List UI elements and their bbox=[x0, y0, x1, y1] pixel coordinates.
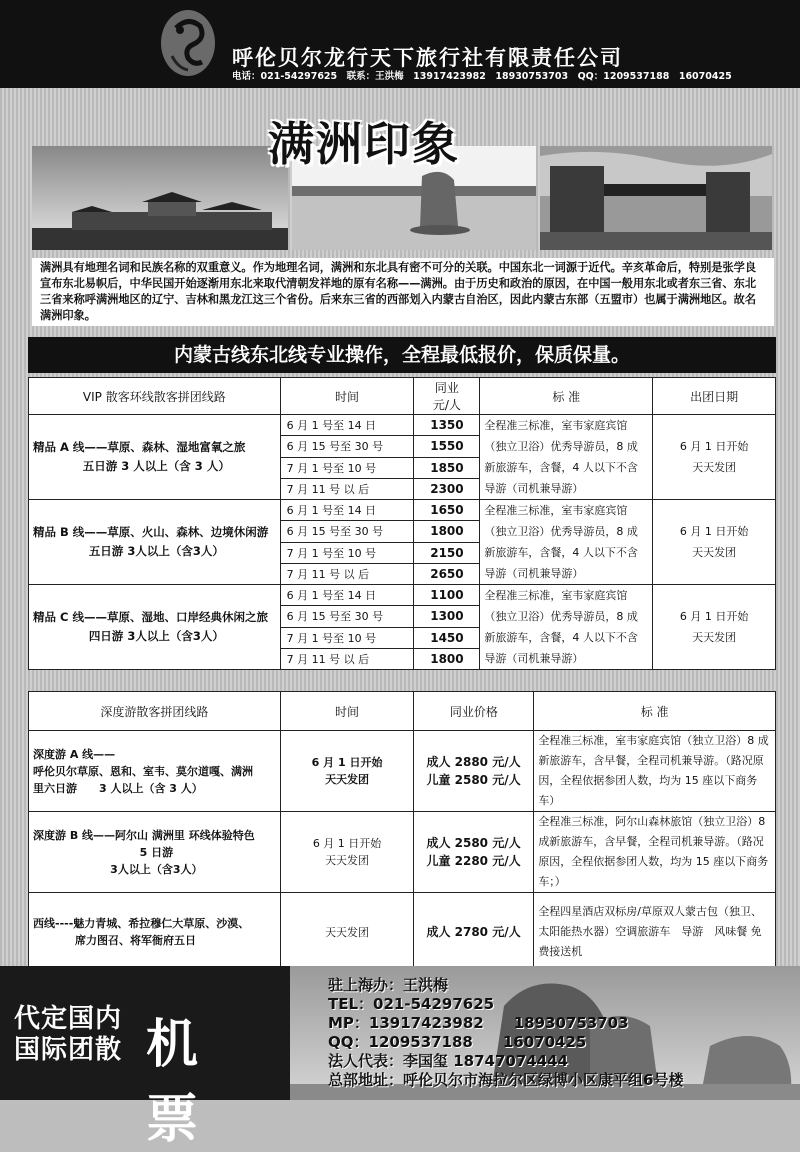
price-cell: 1300 bbox=[414, 606, 480, 627]
date-range: 7 月 1 号至 10 号 bbox=[280, 457, 414, 478]
price-cell: 1800 bbox=[414, 521, 480, 542]
price-cell: 成人 2580 元/人 儿童 2280 元/人 bbox=[414, 812, 534, 893]
col-standard-header: 标 准 bbox=[534, 692, 776, 731]
col-departure-header: 出团日期 bbox=[653, 378, 776, 415]
table-row bbox=[29, 585, 776, 606]
date-range: 6 月 15 号至 30 号 bbox=[280, 521, 414, 542]
route-cell: 精品 C 线——草原、湿地、口岸经典休闲之旅 四日游 3人以上（含3人） bbox=[29, 585, 281, 670]
intro-text: 满洲具有地理名词和民族名称的双重意义。作为地理名词，满洲和东北具有密不可分的关联。中国东北一词源于近代。辛亥革命后，特别是张学良宣布东北易帜后，中华民国开始逐渐用东北来取代清朝发祥地的原有名称——满洲。由于历史和政治的原因，在中国一般用东北或者东三省、东北三省来称呼满洲地区的辽宁、吉林和黑龙江这三个省份。后来东三省的西部划入内蒙古自治区，因此内蒙古东部（五盟市）也属于满洲地区。故名满洲印象。 bbox=[32, 258, 774, 326]
date-range: 7 月 11 号 以 后 bbox=[280, 563, 414, 584]
price-cell: 1450 bbox=[414, 627, 480, 648]
departure-cell: 6 月 1 日开始 天天发团 bbox=[653, 585, 776, 670]
price-cell: 2650 bbox=[414, 563, 480, 584]
standard-cell: 全程准三标准，室韦家庭宾馆 （独立卫浴）优秀导游员，8 成 新旅游车，含餐，4 人以下不含 导游（司机兼导游） bbox=[480, 585, 653, 670]
temple-photo bbox=[32, 146, 288, 250]
date-range: 6 月 15 号至 30 号 bbox=[280, 606, 414, 627]
route-cell: 精品 B 线——草原、火山、森林、边境休闲游 五日游 3人以上（含3人） bbox=[29, 500, 281, 585]
price-cell: 1850 bbox=[414, 457, 480, 478]
table-row bbox=[29, 893, 776, 972]
vip-route-table bbox=[28, 377, 776, 670]
price-cell: 成人 2780 元/人 bbox=[414, 893, 534, 972]
col-route-header: 深度游散客拼团线路 bbox=[29, 692, 281, 731]
route-cell: 深度游 B 线——阿尔山 满洲里 环线体验特色 5 日游 3人以上（含3人） bbox=[29, 812, 281, 893]
dragon-logo-icon bbox=[158, 8, 218, 78]
date-range: 6 月 1 号至 14 日 bbox=[280, 500, 414, 521]
price-cell: 1800 bbox=[414, 648, 480, 669]
company-name: 呼伦贝尔龙行天下旅行社有限责任公司 bbox=[232, 46, 623, 70]
table-header-row bbox=[29, 692, 776, 731]
date-range: 7 月 11 号 以 后 bbox=[280, 648, 414, 669]
standard-cell: 全程准三标准，室韦家庭宾馆 （独立卫浴）优秀导游员，8 成 新旅游车，含餐，4 人以下不含 导游（司机兼导游） bbox=[480, 415, 653, 500]
standard-cell: 全程四星酒店双标房/草原双人蒙古包（独卫、太阳能热水器）空调旅游车 导游 风味餐 免费接送机 bbox=[534, 893, 776, 972]
price-cell: 1100 bbox=[414, 585, 480, 606]
price-cell: 1350 bbox=[414, 415, 480, 436]
date-range: 7 月 11 号 以 后 bbox=[280, 478, 414, 499]
price-cell: 1550 bbox=[414, 436, 480, 457]
col-route-header: VIP 散客环线散客拼团线路 bbox=[29, 378, 281, 415]
col-price-header: 同业价格 bbox=[414, 692, 534, 731]
date-range: 7 月 1 号至 10 号 bbox=[280, 542, 414, 563]
header-contact: 电话：021-54297625 联系：王洪梅 13917423982 18930753703 QQ：1209537188 16070425 bbox=[232, 71, 732, 82]
route-cell: 精品 A 线——草原、森林、湿地富氧之旅 五日游 3 人以上（含 3 人） bbox=[29, 415, 281, 500]
standard-cell: 全程准三标准，阿尔山森林旅馆（独立卫浴）8 成新旅游车，含早餐，全程司机兼导游。（路况原因，全程依据参团人数，均为 15 座以下商务车；） bbox=[534, 812, 776, 893]
time-cell: 天天发团 bbox=[280, 893, 414, 972]
col-time-header: 时间 bbox=[280, 378, 414, 415]
deep-route-table bbox=[28, 691, 776, 972]
time-cell: 6 月 1 日开始 天天发团 bbox=[280, 731, 414, 812]
price-cell: 1650 bbox=[414, 500, 480, 521]
price-cell: 2300 bbox=[414, 478, 480, 499]
date-range: 6 月 1 号至 14 日 bbox=[280, 415, 414, 436]
page-title: 满洲印象 bbox=[268, 117, 460, 171]
slogan-banner: 内蒙古线东北线专业操作，全程最低报价，保质保量。 bbox=[28, 337, 776, 373]
departure-cell: 6 月 1 日开始 天天发团 bbox=[653, 415, 776, 500]
date-range: 7 月 1 号至 10 号 bbox=[280, 627, 414, 648]
col-standard-header: 标 准 bbox=[480, 378, 653, 415]
table-row bbox=[29, 415, 776, 436]
table-row bbox=[29, 812, 776, 893]
col-price-header: 同业 元/人 bbox=[414, 378, 480, 415]
header-bar bbox=[0, 0, 800, 88]
departure-cell: 6 月 1 日开始 天天发团 bbox=[653, 500, 776, 585]
table-row bbox=[29, 731, 776, 812]
gate-photo bbox=[540, 146, 772, 250]
shanghai-office-contact: 驻上海办：王洪梅 TEL：021-54297625 MP：13917423982 18930753703 QQ：1209537188 16070425 法人代表：李国玺 18747074444 总部地址：呼伦贝尔市海拉尔区绿博小区康平组6号楼 bbox=[328, 976, 684, 1089]
date-range: 6 月 1 号至 14 日 bbox=[280, 585, 414, 606]
route-cell: 深度游 A 线—— 呼伦贝尔草原、恩和、室韦、莫尔道嘎、满洲 里六日游 3 人以上（含 3 人） bbox=[29, 731, 281, 812]
route-cell: 西线----魅力青城、希拉穆仁大草原、沙漠、 席力图召、将军衙府五日 bbox=[29, 893, 281, 972]
table-header-row bbox=[29, 378, 776, 415]
price-cell: 成人 2880 元/人 儿童 2580 元/人 bbox=[414, 731, 534, 812]
date-range: 6 月 15 号至 30 号 bbox=[280, 436, 414, 457]
standard-cell: 全程准三标准，室韦家庭宾馆（独立卫浴）8 成新旅游车，含早餐，全程司机兼导游。（路况原因，全程依据参团人数，均为 15 座以下商务车） bbox=[534, 731, 776, 812]
standard-cell: 全程准三标准，室韦家庭宾馆 （独立卫浴）优秀导游员，8 成 新旅游车，含餐，4 人以下不含 导游（司机兼导游） bbox=[480, 500, 653, 585]
air-ticket-ad: 代定国内 国际团散 机票 bbox=[14, 1004, 203, 1150]
price-cell: 2150 bbox=[414, 542, 480, 563]
col-time-header: 时间 bbox=[280, 692, 414, 731]
table-row bbox=[29, 500, 776, 521]
time-cell: 6 月 1 日开始 天天发团 bbox=[280, 812, 414, 893]
